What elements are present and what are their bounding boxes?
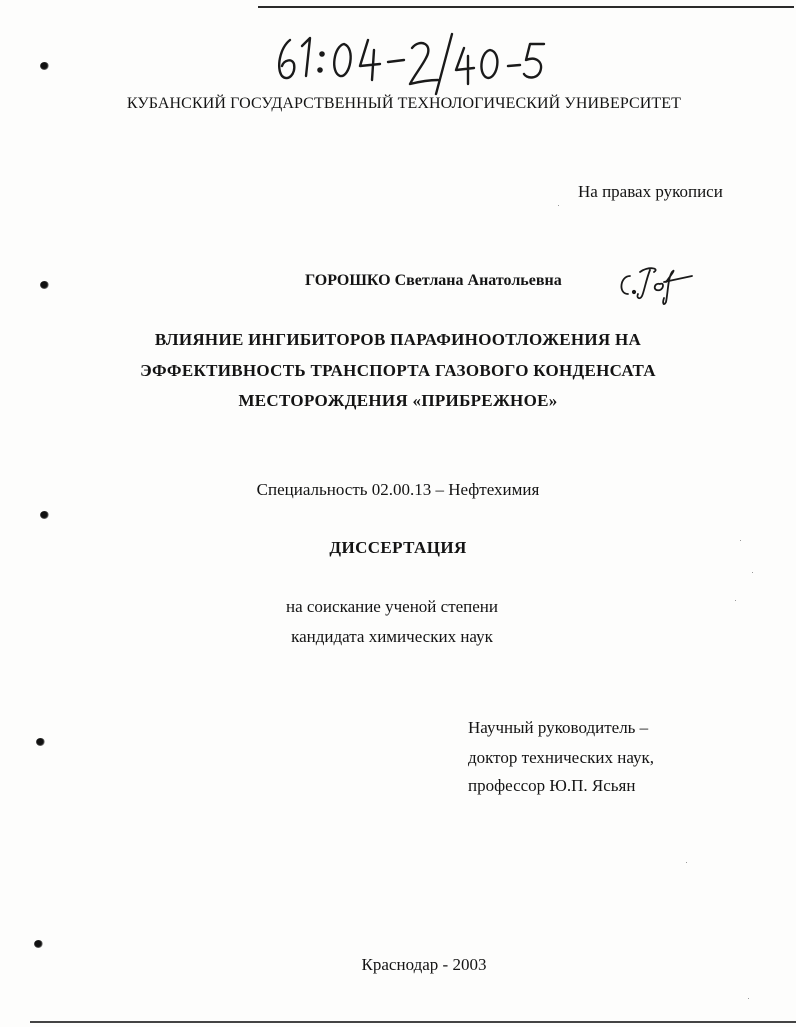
scan-speck: [558, 205, 559, 206]
scan-speck: [748, 998, 749, 999]
handwritten-archive-number: [268, 10, 548, 100]
scan-speck: [686, 862, 687, 863]
scan-speck: [740, 540, 741, 541]
dissertation-title-line-3: МЕСТОРОЖДЕНИЯ «ПРИБРЕЖНОЕ»: [238, 391, 558, 410]
supervisor-label: Научный руководитель –: [468, 718, 649, 737]
author-name: ГОРОШКО Светлана Анатольевна: [305, 272, 562, 289]
degree-line-1: на соискание ученой степени: [285, 597, 499, 616]
punch-hole-mark: [40, 62, 49, 70]
scan-speck: [752, 572, 753, 573]
manuscript-rights-note: На правах рукописи: [578, 182, 723, 201]
scan-speck: [735, 600, 736, 601]
dissertation-title-line-1: ВЛИЯНИЕ ИНГИБИТОРОВ ПАРАФИНООТЛОЖЕНИЯ НА: [154, 330, 642, 349]
author-signature: [614, 258, 694, 308]
supervisor-degree: доктор технических наук,: [468, 748, 655, 767]
top-scan-border: [258, 6, 794, 8]
document-type-heading: ДИССЕРТАЦИЯ: [329, 538, 467, 557]
city-year: Краснодар - 2003: [361, 955, 487, 974]
bottom-scan-border: [30, 1021, 796, 1023]
punch-hole-mark: [36, 738, 45, 746]
punch-hole-mark: [40, 511, 49, 519]
supervisor-name: профессор Ю.П. Ясьян: [468, 776, 636, 795]
university-name: КУБАНСКИЙ ГОСУДАРСТВЕННЫЙ ТЕХНОЛОГИЧЕСКИЙ УНИВЕРСИТЕТ: [126, 95, 682, 112]
dissertation-title-line-2: ЭФФЕКТИВНОСТЬ ТРАНСПОРТА ГАЗОВОГО КОНДЕНСАТА: [140, 361, 656, 380]
degree-line-2: кандидата химических наук: [291, 627, 493, 646]
specialty-line: Специальность 02.00.13 – Нефтехимия: [256, 480, 540, 499]
punch-hole-mark: [34, 940, 43, 948]
punch-hole-mark: [40, 281, 49, 289]
